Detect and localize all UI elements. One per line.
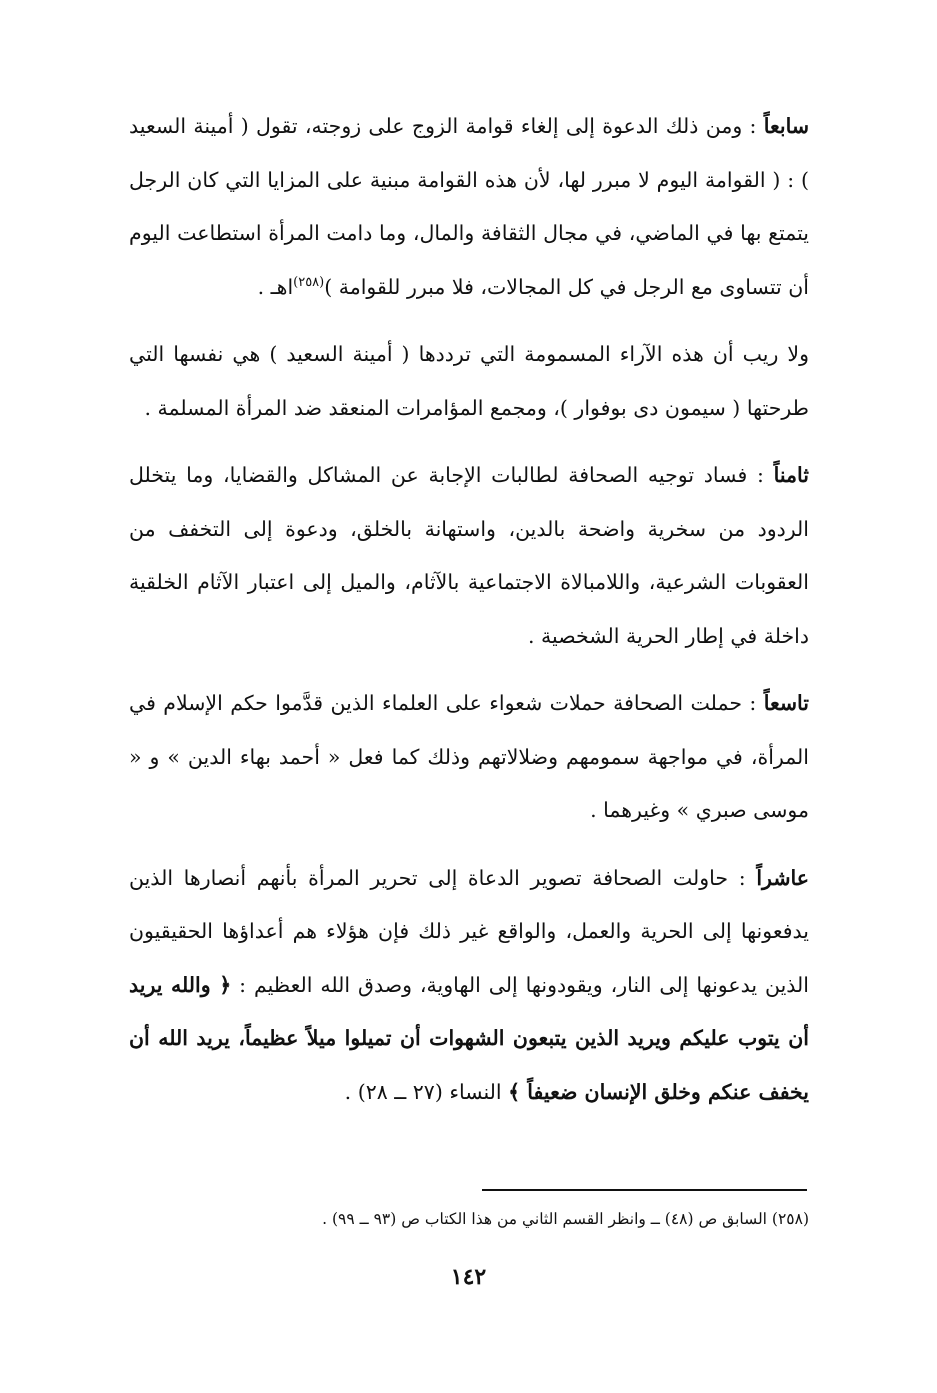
paragraph-lead: تاسعاً — [763, 691, 809, 715]
paragraph-text: ولا ريب أن هذه الآراء المسمومة التي ترددها ( أمينة السعيد ) هي نفسها التي طرحتها ( سيمون دى بوفوار )، ومجمع المؤامرات المنعقد ضد المرأة المسلمة . — [129, 342, 809, 420]
paragraph-tenth — [129, 852, 809, 1120]
paragraph-eighth — [129, 449, 809, 663]
quran-verse: ﴿ والله يريد أن يتوب عليكم ويريد الذين يتبعون الشهوات أن تميلوا ميلاً عظيماً، يريد الله أن يخفف عنكم وخلق الإنسان ضعيفاً ﴾ — [129, 972, 809, 1104]
paragraph-comment — [129, 328, 809, 435]
footnote-reference: (٢٥٨) — [293, 274, 325, 290]
paragraph-text: : فساد توجيه الصحافة لطالبات الإجابة عن المشاكل والقضايا، وما يتخلل الردود من سخرية واضحة بالدين، واستهانة بالخلق، ودعوة إلى التخفف من العقوبات الشرعية، واللامبالاة الاجتماعية بالآثام، والميل إلى اعتبار الآثام الخلقية داخلة في إطار الحرية الشخصية . — [129, 463, 809, 648]
footnote: (٢٥٨) السابق ص (٤٨) ــ وانظر القسم الثاني من هذا الكتاب ص (٩٣ ــ ٩٩) . — [322, 1210, 809, 1228]
paragraph-lead: ثامناً — [773, 463, 809, 487]
verse-citation: النساء (٢٧ ــ ٢٨) . — [344, 1079, 509, 1104]
paragraph-text: : حاولت الصحافة تصوير الدعاة إلى تحرير المرأة بأنهم أنصارها الذين يدفعونها إلى الحرية والعمل، والواقع غير ذلك فإن هؤلاء هم أعداؤها الحقيقيون الذين يدعونها إلى النار، ويقودونها إلى الهاوية، وصدق الله العظيم : — [129, 865, 810, 997]
paragraph-lead: عاشراً — [756, 865, 809, 890]
paragraph-ending: اهـ . — [257, 274, 294, 299]
footnote-divider — [482, 1189, 807, 1191]
paragraph-ninth — [129, 677, 809, 838]
paragraph-text: : ومن ذلك الدعوة إلى إلغاء قوامة الزوج على زوجته، تقول ( أمينة السعيد ) : ( القوامة اليوم لا مبرر لها، لأن هذه القوامة مبنية على المزايا التي كان الرجل يتمتع بها في الماضي، في مجال الثقافة والمال، وما دامت المرأة استطاعت اليوم أن تتساوى مع الرجل في كل المجالات، فلا مبرر للقوامة ) — [129, 114, 809, 299]
paragraph-lead: سابعاً — [763, 114, 809, 138]
paragraph-seventh — [129, 100, 809, 314]
paragraph-text: : حملت الصحافة حملات شعواء على العلماء الذين قدَّموا حكم الإسلام في المرأة، في مواجهة سمومهم وضلالاتهم وذلك كما فعل « أحمد بهاء الدين » و « موسى صبري » وغيرهما . — [129, 691, 809, 822]
main-text — [129, 100, 809, 1133]
page-number: ١٤٢ — [450, 1264, 487, 1290]
